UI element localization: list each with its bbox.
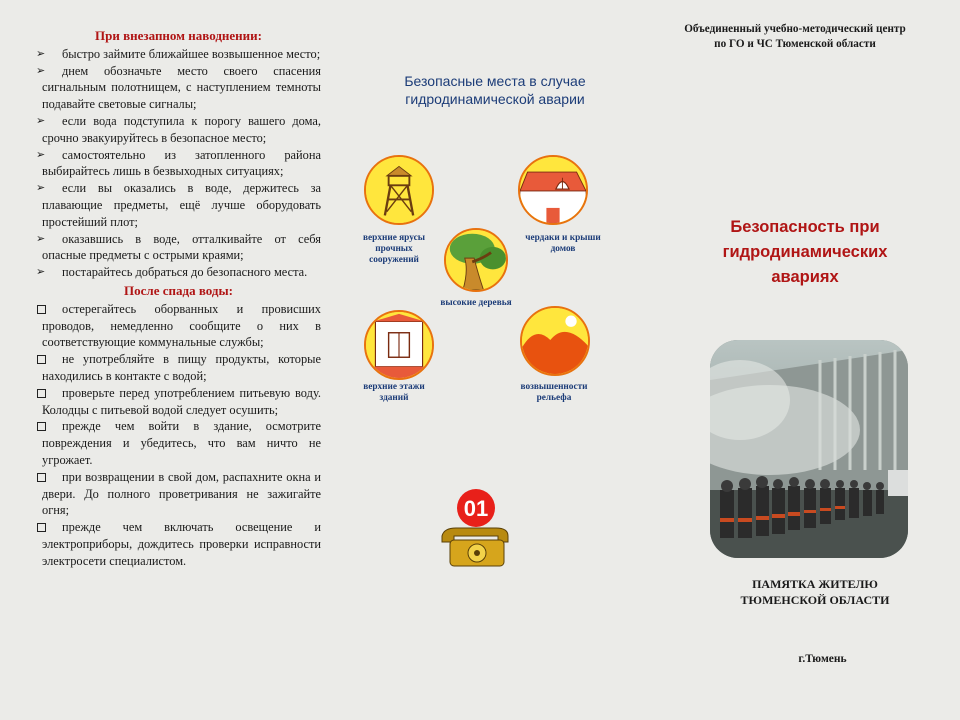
list-item: ➢ если вода подступила к порогу вашего дома, срочно эвакуируйтесь в безопасное место;: [36, 113, 321, 145]
checkbox-bullet-icon: [37, 523, 46, 532]
list-item: ➢ быстро займите ближайшее возвышенное место;: [36, 46, 321, 61]
caption-floors: верхние этажи зданий: [363, 382, 425, 403]
list-item: ➢ если вы оказались в воде, держитесь за плавающие предметы, ещё лучше оборудовать простейший плот;: [36, 181, 321, 229]
caption-attics: чердаки и крыши домов: [525, 233, 601, 254]
checkbox-bullet-icon: [37, 305, 46, 314]
arrow-bullet-icon: ➢: [36, 182, 46, 195]
list-item: ➢ постарайтесь добраться до безопасного места.: [36, 265, 308, 280]
checkbox-bullet-icon: [37, 422, 46, 431]
checkbox-bullet-icon: [37, 389, 46, 398]
caption-trees: высокие деревья: [440, 298, 512, 308]
organization-name: Объединенный учебно-методический центр по ГО и ЧС Тюменской области: [684, 23, 906, 50]
after-rules-list: [36, 301, 321, 570]
list-item: прежде чем войти в здание, осмотрите повреждения и убедитесь, что вам ничто не угрожает.: [36, 418, 321, 468]
dam-rescuers-photo: [710, 340, 908, 558]
list-item: остерегайтесь оборванных и провисших проводов, немедленно сообщите о них в соответствующие коммунальные службы;: [36, 301, 321, 351]
flood-rules-list: [36, 46, 321, 281]
memo-title: ПАМЯТКА ЖИТЕЛЮ ТЮМЕНСКОЙ ОБЛАСТИ: [740, 577, 890, 607]
caption-towers: верхние ярусы прочных сооружений: [363, 233, 425, 265]
safe-places-title: Безопасные места в случае гидродинамической аварии: [404, 73, 586, 107]
list-item: ➢ самостоятельно из затопленного района выбирайтесь лишь в безвыходных ситуациях;: [36, 147, 321, 179]
caption-hills: возвышенности рельефа: [520, 382, 588, 403]
city-label: г.Тюмень: [798, 653, 847, 665]
list-item: проверьте перед употреблением питьевую воду. Колодцы с питьевой водой следует осушить;: [36, 385, 321, 419]
arrow-bullet-icon: ➢: [36, 47, 46, 60]
list-item: не употребляйте в пищу продукты, которые находились в контакте с водой;: [36, 351, 321, 385]
list-item: прежде чем включать освещение и электроприборы, дождитесь проверки исправности электросети специалистом.: [36, 519, 321, 569]
checkbox-bullet-icon: [37, 355, 46, 364]
building-floors-icon: [364, 310, 434, 380]
phone-number: 01: [463, 496, 489, 521]
page-title: Безопасность при гидродинамических авариях: [722, 218, 888, 286]
arrow-bullet-icon: ➢: [36, 232, 46, 245]
flood-heading: При внезапном наводнении:: [95, 28, 262, 43]
left-column: [36, 28, 321, 570]
hills-icon: [520, 306, 590, 376]
after-heading: После спада воды:: [124, 282, 233, 298]
arrow-bullet-icon: ➢: [36, 64, 46, 77]
house-roof-icon: [518, 155, 588, 225]
telephone-icon: [438, 488, 518, 570]
checkbox-bullet-icon: [37, 473, 46, 482]
list-item: при возвращении в свой дом, распахните окна и двери. До полного проветривания не зажигайте огня;: [36, 469, 321, 519]
watchtower-icon: [364, 155, 434, 225]
tree-icon: [444, 228, 508, 292]
list-item: ➢ днем обозначьте место своего спасения сигнальным полотнищем, с наступлением темноты подавайте световые сигналы;: [36, 63, 321, 112]
arrow-bullet-icon: ➢: [36, 266, 46, 279]
arrow-bullet-icon: ➢: [36, 148, 46, 161]
list-item: ➢ оказавшись в воде, отталкивайте от себя опасные предметы с острыми краями;: [36, 231, 321, 263]
arrow-bullet-icon: ➢: [36, 114, 46, 127]
